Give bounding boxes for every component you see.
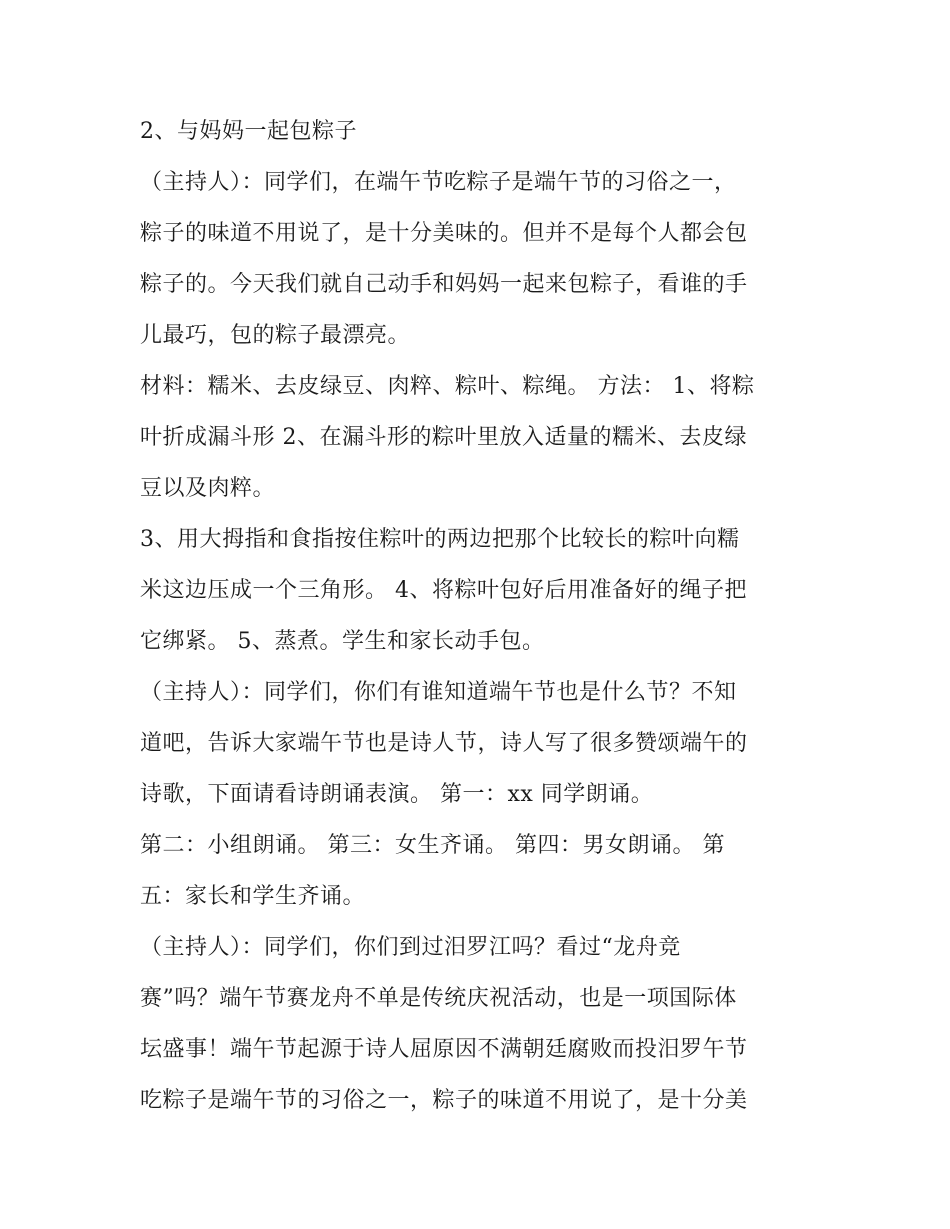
text-line: 2、与妈妈一起包粽子 xyxy=(140,119,357,144)
text-line: 第二：小组朗诵。 第三：女生齐诵。 第四：男女朗诵。 第 xyxy=(140,833,725,858)
text-line: 叶折成漏斗形 2、在漏斗形的粽叶里放入适量的糯米、去皮绿 xyxy=(140,425,747,450)
text-line: 粽子的味道不用说了，是十分美味的。但并不是每个人都会包 xyxy=(140,221,748,246)
text-line: 五：家长和学生齐诵。 xyxy=(140,884,366,909)
text-line: 吃粽子是端午节的习俗之一，粽子的味道不用说了，是十分美 xyxy=(140,1088,748,1113)
text-line: 粽子的。今天我们就自己动手和妈妈一起来包粽子，看谁的手 xyxy=(140,272,748,297)
text-line: 豆以及肉粹。 xyxy=(140,476,276,501)
text-line: 赛”吗？端午节赛龙舟不单是传统庆祝活动，也是一项国际体 xyxy=(140,986,737,1011)
text-line: 儿最巧，包的粽子最漂亮。 xyxy=(140,323,411,348)
text-line: 3、用大拇指和食指按住粽叶的两边把那个比较长的粽叶向糯 xyxy=(140,527,740,552)
text-line: 米这边压成一个三角形。 4、将粽叶包好后用准备好的绳子把 xyxy=(140,578,747,603)
text-line: 道吧，告诉大家端午节也是诗人节，诗人写了很多赞颂端午的 xyxy=(140,731,748,756)
text-line: 它绑紧。 5、蒸煮。学生和家长动手包。 xyxy=(140,629,545,654)
document-body xyxy=(140,106,830,1126)
text-line: （主持人）：同学们，你们有谁知道端午节也是什么节？不知 xyxy=(140,680,737,705)
text-line: （主持人）：同学们，在端午节吃粽子是端午节的习俗之一， xyxy=(140,170,737,195)
text-line: 诗歌，下面请看诗朗诵表演。 第一：xx 同学朗诵。 xyxy=(140,782,654,807)
text-line: 材料：糯米、去皮绿豆、肉粹、粽叶、粽绳。 方法： 1、将粽 xyxy=(140,374,755,399)
text-line: （主持人）：同学们，你们到过汨罗江吗？看过“龙舟竞 xyxy=(140,935,681,960)
text-line: 坛盛事！端午节起源于诗人屈原因不满朝廷腐败而投汨罗午节 xyxy=(140,1037,748,1062)
